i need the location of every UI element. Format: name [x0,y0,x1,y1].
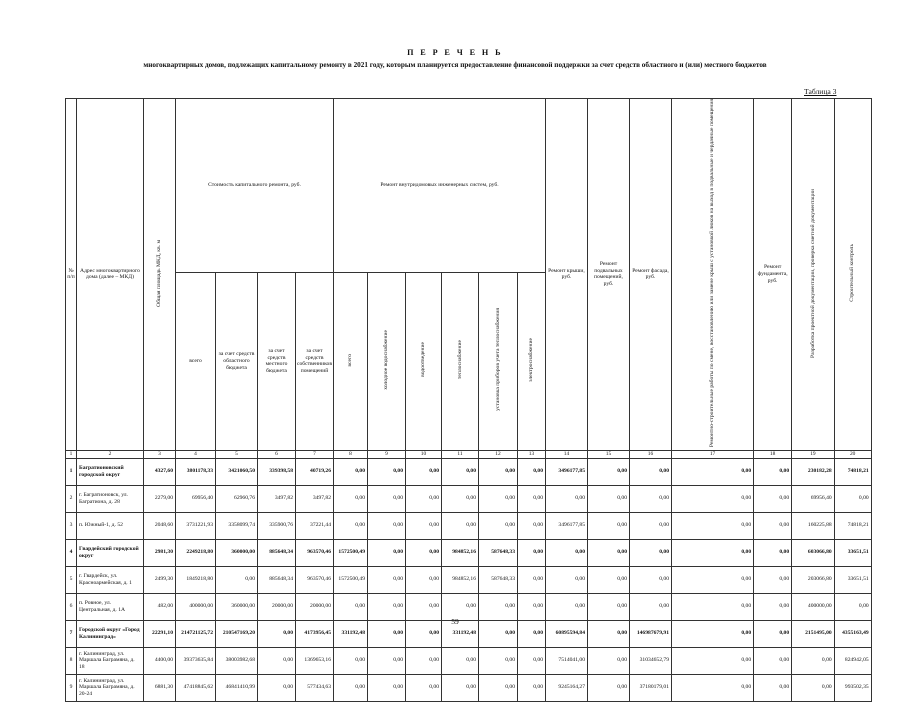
row-number-cell: 9 [66,674,77,701]
value-cell: 20000,00 [258,593,296,620]
value-cell: 2499,30 [144,566,176,593]
value-cell: 6881,30 [144,674,176,701]
value-cell: 0,00 [406,458,442,485]
value-cell: 3358099,74 [216,512,258,539]
value-cell: 577434,63 [296,674,334,701]
value-cell: 7514041,00 [546,647,588,674]
value-cell: 0,00 [546,485,588,512]
value-cell: 0,00 [630,485,672,512]
value-cell: 0,00 [754,566,792,593]
value-cell: 2048,60 [144,512,176,539]
value-cell: 0,00 [672,593,754,620]
header-cost-local: за счет средств местного бюджета [258,272,296,450]
value-cell: 0,00 [518,539,546,566]
header-address: Адрес многоквартирного дома (далее – МКД) [77,99,144,451]
value-cell: 0,00 [479,647,518,674]
value-cell: 0,00 [672,485,754,512]
value-cell: 0,00 [754,647,792,674]
value-cell: 3421060,50 [216,458,258,485]
value-cell: 0,00 [368,539,406,566]
value-cell: 3496177,85 [546,512,588,539]
value-cell: 2249218,80 [176,539,216,566]
header-no: № п/п [66,99,77,451]
value-cell: 0,00 [258,647,296,674]
value-cell: 0,00 [406,620,442,647]
col-number: 5 [216,450,258,458]
col-number: 15 [588,450,630,458]
value-cell: 0,00 [334,512,368,539]
capital-repair-table [65,98,872,702]
value-cell: 0,00 [630,566,672,593]
value-cell: 0,00 [518,593,546,620]
value-cell: 587648,33 [479,566,518,593]
col-number: 12 [479,450,518,458]
value-cell: 360000,00 [216,539,258,566]
col-number: 2 [77,450,144,458]
row-number-cell: 2 [66,485,77,512]
value-cell: 335900,76 [258,512,296,539]
value-cell: 603066,80 [792,539,835,566]
value-cell: 1572500,49 [334,539,368,566]
value-cell: 4355163,49 [834,620,871,647]
value-cell: 0,00 [258,620,296,647]
value-cell: 0,00 [546,566,588,593]
address-cell: г. Калининград, ул. Маршала Баграмяна, д. 18 [77,647,144,674]
value-cell: 2151495,00 [792,620,835,647]
value-cell: 0,00 [334,458,368,485]
value-cell: 69956,40 [176,485,216,512]
header-sys-meters: установка приборов учета теплоснабжения [479,272,518,450]
address-cell: г. Калининград, ул. Маршала Баграмяна, д. 20-24 [77,674,144,701]
value-cell: 2981,30 [144,539,176,566]
value-cell: 0,00 [442,674,479,701]
value-cell: 40719,26 [296,458,334,485]
value-cell: 0,00 [442,593,479,620]
value-cell: 9245164,27 [546,674,588,701]
value-cell: 37180179,01 [630,674,672,701]
value-cell: 0,00 [406,647,442,674]
value-cell: 0,00 [518,512,546,539]
value-cell: 46841410,99 [216,674,258,701]
value-cell: 1369653,16 [296,647,334,674]
value-cell: 331192,48 [334,620,368,647]
value-cell: 0,00 [334,674,368,701]
value-cell: 0,00 [588,458,630,485]
table-body [66,458,872,701]
header-sys-heat: теплоснабжение [442,272,479,450]
row-number-cell: 6 [66,593,77,620]
value-cell: 0,00 [479,485,518,512]
value-cell: 993502,35 [834,674,871,701]
value-cell: 0,00 [258,674,296,701]
value-cell: 482,00 [144,593,176,620]
value-cell: 22291,10 [144,620,176,647]
value-cell: 0,00 [834,485,871,512]
value-cell: 0,00 [754,458,792,485]
value-cell: 0,00 [588,620,630,647]
header-cost-owners: за счет средств собственников помещений [296,272,334,450]
value-cell: 0,00 [368,485,406,512]
value-cell: 0,00 [672,566,754,593]
table-row [66,566,872,593]
value-cell: 0,00 [406,593,442,620]
address-cell: г. Гвардейск, ул. Красноармейская, д. 1 [77,566,144,593]
value-cell: 203066,80 [792,566,835,593]
value-cell: 0,00 [754,485,792,512]
value-cell: 0,00 [442,647,479,674]
header-cost-total: всего [176,272,216,450]
row-number-cell: 4 [66,539,77,566]
col-number: 16 [630,450,672,458]
table-row [66,512,872,539]
value-cell: 0,00 [518,485,546,512]
value-cell: 0,00 [630,512,672,539]
value-cell: 400000,00 [176,593,216,620]
col-number: 7 [296,450,334,458]
value-cell: 0,00 [792,674,835,701]
col-number: 18 [754,450,792,458]
value-cell: 0,00 [334,647,368,674]
col-number: 20 [834,450,871,458]
col-number: 3 [144,450,176,458]
value-cell: 69956,40 [792,485,835,512]
value-cell: 0,00 [672,647,754,674]
table-label: Таблица 3 [804,87,837,96]
value-cell: 0,00 [368,647,406,674]
value-cell: 0,00 [754,620,792,647]
value-cell: 1849218,80 [176,566,216,593]
address-cell: Городской округ «Город Калининград» [77,620,144,647]
value-cell: 3496177,85 [546,458,588,485]
col-number: 14 [546,450,588,458]
value-cell: 60895594,84 [546,620,588,647]
address-cell: Гвардейский городской округ [77,539,144,566]
header-sys-electric: электроснабжение [518,272,546,450]
row-number-cell: 5 [66,566,77,593]
value-cell: 0,00 [368,566,406,593]
value-cell: 74818,21 [834,512,871,539]
value-cell: 0,00 [368,512,406,539]
header-sys-water-cold: холодное водоснабжение [368,272,406,450]
value-cell: 0,00 [479,512,518,539]
value-cell: 0,00 [479,620,518,647]
row-number-cell: 1 [66,458,77,485]
col-number: 6 [258,450,296,458]
value-cell: 0,00 [368,458,406,485]
value-cell: 4327,60 [144,458,176,485]
address-cell: п. Ровное, ул. Центральная, д. 1А [77,593,144,620]
value-cell: 74818,21 [834,458,871,485]
value-cell: 0,00 [672,512,754,539]
value-cell: 984852,16 [442,539,479,566]
value-cell: 0,00 [368,620,406,647]
value-cell: 339398,58 [258,458,296,485]
value-cell: 3497,82 [296,485,334,512]
value-cell: 0,00 [588,539,630,566]
document-subtitle: многоквартирных домов, подлежащих капитальному ремонту в 2021 году, которым планируется предоставление финансовой поддержки за счет средств областного и (или) местного бюджетов [143,61,767,69]
table-row [66,674,872,701]
value-cell: 885648,34 [258,566,296,593]
value-cell: 0,00 [442,485,479,512]
header-cost-group: Стоимость капитального ремонта, руб. [176,99,334,273]
value-cell: 33651,51 [834,539,871,566]
value-cell: 47418845,62 [176,674,216,701]
header-control: Строительный контроль [834,99,871,451]
value-cell: 0,00 [754,512,792,539]
value-cell: 984852,16 [442,566,479,593]
value-cell: 0,00 [406,539,442,566]
column-number-row [66,450,872,458]
value-cell: 0,00 [406,566,442,593]
value-cell: 0,00 [588,566,630,593]
value-cell: 0,00 [754,593,792,620]
value-cell: 0,00 [588,593,630,620]
value-cell: 963570,46 [296,539,334,566]
value-cell: 0,00 [834,593,871,620]
value-cell: 146987679,91 [630,620,672,647]
address-cell: Багратионовский городской округ [77,458,144,485]
value-cell: 0,00 [518,458,546,485]
value-cell: 0,00 [672,458,754,485]
value-cell: 31034652,79 [630,647,672,674]
header-basement: Ремонт подвальных помещений, руб. [588,99,630,451]
col-number: 4 [176,450,216,458]
value-cell: 33651,51 [834,566,871,593]
value-cell: 2279,00 [144,485,176,512]
value-cell: 0,00 [588,674,630,701]
value-cell: 230182,28 [792,458,835,485]
header-cost-regional: за счет средств областного бюджета [216,272,258,450]
value-cell: 824942,05 [834,647,871,674]
value-cell: 0,00 [406,674,442,701]
value-cell: 400000,00 [792,593,835,620]
value-cell: 0,00 [442,512,479,539]
header-design: Разработка проектной документации, проверка сметной документации [792,99,835,451]
value-cell: 0,00 [368,674,406,701]
value-cell: 587648,33 [479,539,518,566]
value-cell: 0,00 [518,566,546,593]
value-cell: 0,00 [216,566,258,593]
value-cell: 0,00 [546,593,588,620]
value-cell: 0,00 [479,458,518,485]
row-number-cell: 8 [66,647,77,674]
value-cell: 0,00 [518,620,546,647]
header-facade: Ремонт фасада, руб. [630,99,672,451]
value-cell: 62960,76 [216,485,258,512]
page-number: 59 [451,617,459,626]
header-roof: Ремонт крыши, руб. [546,99,588,451]
value-cell: 0,00 [368,593,406,620]
value-cell: 0,00 [588,647,630,674]
value-cell: 20000,00 [296,593,334,620]
value-cell: 331192,48 [442,620,479,647]
value-cell: 963570,46 [296,566,334,593]
row-number-cell: 7 [66,620,77,647]
value-cell: 0,00 [518,647,546,674]
value-cell: 0,00 [334,485,368,512]
header-sys-sewer: водоотведение [406,272,442,450]
value-cell: 360000,00 [216,593,258,620]
address-cell: г. Багратионовск, ул. Багратиона, д. 28 [77,485,144,512]
header-systems-group: Ремонт внутридомовых инженерных систем, руб. [334,99,546,273]
col-number: 17 [672,450,754,458]
value-cell: 38003982,68 [216,647,258,674]
value-cell: 210547169,20 [216,620,258,647]
value-cell: 37221,44 [296,512,334,539]
value-cell: 0,00 [406,485,442,512]
document-title: П Е Р Е Ч Е Н Ь [407,48,503,57]
value-cell: 0,00 [588,485,630,512]
value-cell: 0,00 [630,593,672,620]
value-cell: 3497,82 [258,485,296,512]
value-cell: 0,00 [792,647,835,674]
value-cell: 885648,34 [258,539,296,566]
value-cell: 0,00 [672,674,754,701]
value-cell: 4173956,45 [296,620,334,647]
value-cell: 1572500,49 [334,566,368,593]
value-cell: 0,00 [630,458,672,485]
value-cell: 0,00 [479,593,518,620]
col-number: 13 [518,450,546,458]
value-cell: 0,00 [588,512,630,539]
col-number: 10 [406,450,442,458]
table-row [66,485,872,512]
table-row [66,647,872,674]
col-number: 8 [334,450,368,458]
address-cell: п. Южный-1, д. 52 [77,512,144,539]
value-cell: 4400,00 [144,647,176,674]
value-cell: 160225,88 [792,512,835,539]
value-cell: 0,00 [479,674,518,701]
value-cell: 0,00 [442,458,479,485]
value-cell: 39373635,84 [176,647,216,674]
value-cell: 0,00 [406,512,442,539]
table-row [66,458,872,485]
row-number-cell: 3 [66,512,77,539]
value-cell: 0,00 [518,674,546,701]
table-row [66,539,872,566]
value-cell: 214721125,72 [176,620,216,647]
value-cell: 0,00 [334,593,368,620]
value-cell: 3801178,33 [176,458,216,485]
value-cell: 0,00 [754,674,792,701]
col-number: 1 [66,450,77,458]
value-cell: 0,00 [754,539,792,566]
value-cell: 0,00 [546,539,588,566]
header-sys-total: всего [334,272,368,450]
value-cell: 3731221,93 [176,512,216,539]
col-number: 19 [792,450,835,458]
value-cell: 0,00 [630,539,672,566]
value-cell: 0,00 [672,539,754,566]
header-area: Общая площадь МКД, кв. м [144,99,176,451]
col-number: 9 [368,450,406,458]
value-cell: 0,00 [672,620,754,647]
col-number: 11 [442,450,479,458]
header-stroit: Ремонтно-строительные работы по смене, восстановлению или замене крыш с установкой люков на выход в подвальные и чердачные помещения [672,99,754,451]
header-foundation: Ремонт фундамента, руб. [754,99,792,451]
